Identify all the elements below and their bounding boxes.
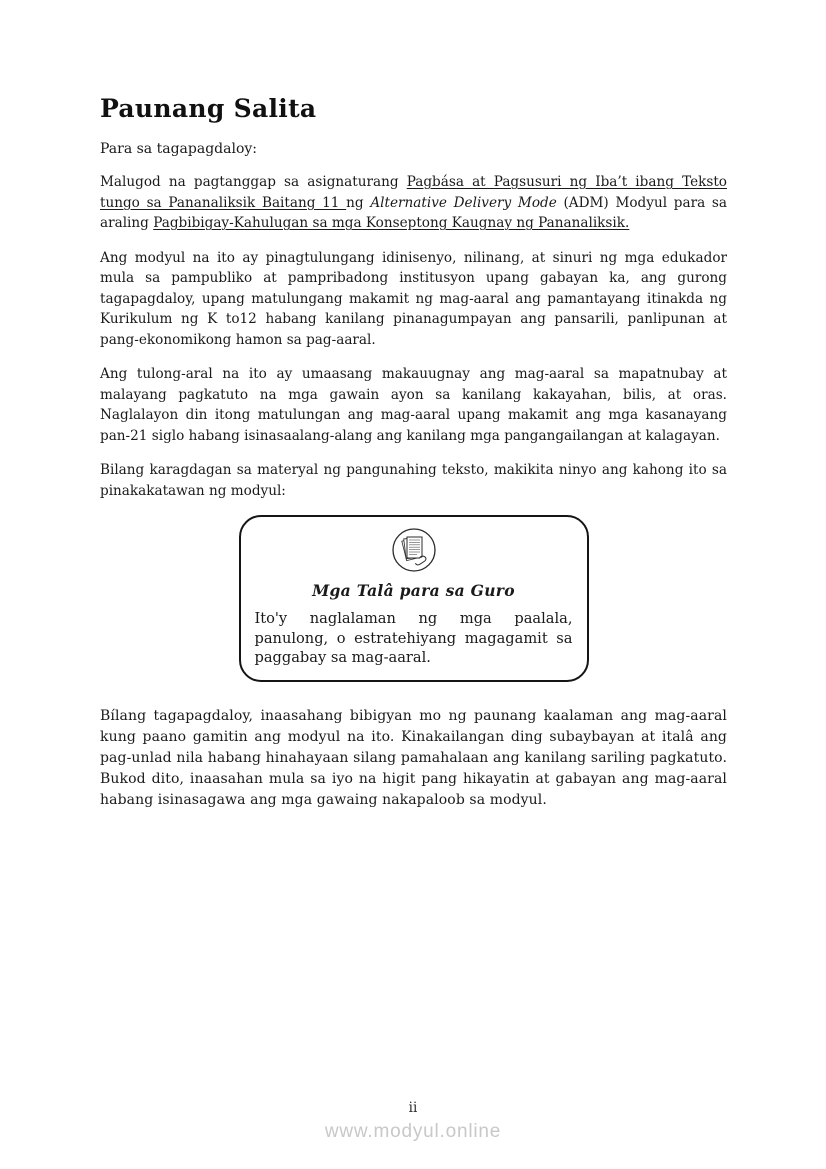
p1-seg-modyul: (ADM) Modyul para sa araling (100, 194, 727, 231)
p1-seg-ng: ng (346, 194, 371, 211)
p1-adm-italic: Alternative Delivery Mode (370, 194, 557, 211)
watermark: www.modyul.online (324, 1121, 502, 1142)
p1-lesson-title-underlined: Pagbibigay-Kahulugan sa mga Konseptong Kaugnay ng Pananaliksik. (153, 215, 630, 231)
p1-seg-intro: Malugod na pagtanggap sa asignaturang (100, 174, 407, 190)
paragraph-welcome (100, 172, 727, 234)
teacher-note-box (239, 515, 589, 682)
salutation: Para sa tagapagdaloy: (100, 141, 258, 157)
page-title: Paunang Salita (100, 94, 317, 123)
p1-course-title-underlined: Pagbása at Pagsusuri ng Iba’t ibang Teksto tungo sa Pananaliksik Baitang 11 (100, 174, 727, 211)
page-number: ii (408, 1100, 418, 1116)
paragraph-self-learning: Ang tulong-aral na ito ay umaasang makauugnay ang mag-aaral sa mapatnubay at malayang pagkatuto na mga gawain ayon sa kanilang kakayahan, bilis, at oras. Naglalayon din itong matulungan ang mag-aaral upang makamit ang mga kasanayang pan-21 siglo habang isinasaalang-alang ang kanilang mga pangangailangan at kalagayan. (100, 366, 727, 444)
paragraph-facilitator-role: Bílang tagapagdaloy, inaasahang bibigyan mo ng paunang kaalaman ang mag-aaral kung paano gamitin ang modyul na ito. Kinakailangan ding subaybayan at italâ ang pag-unlad nila habang hinahayaan silang pamahalaan ang kanilang sariling pagkatuto. Bukod dito, inaasahan mula sa iyo na higit pang hikayatin at gabayan ang mag-aaral habang isinasagawa ang mga gawaing nakapaloob sa modyul. (100, 707, 727, 808)
paragraph-box-intro: Bilang karagdagan sa materyal ng pangunahing teksto, makikita ninyo ang kahong ito sa pinakakatawan ng modyul: (100, 462, 727, 499)
page-footer (0, 1100, 826, 1143)
note-box-body: Ito'y naglalaman ng mga paalala, panulong, o estratehiyang magagamit sa paggabay sa mag-aaral. (254, 610, 573, 666)
page-content (100, 94, 727, 825)
notes-with-hand-icon (255, 527, 573, 577)
paragraph-module-design: Ang modyul na ito ay pinagtulungang idinisenyo, nilinang, at sinuri ng mga edukador mula sa pampubliko at pampribadong institusyon upang gabayan ka, ang gurong tagapagdaloy, upang matulungang makamit ng mag-aaral ang pamantayang itinakda ng Kurikulum ng K to12 habang kanilang pinanagumpayan ang pansarili, panlipunan at pang-ekonomikong hamon sa pag-aaral. (100, 249, 727, 348)
note-box-heading: Mga Talâ para sa Guro (312, 581, 515, 600)
